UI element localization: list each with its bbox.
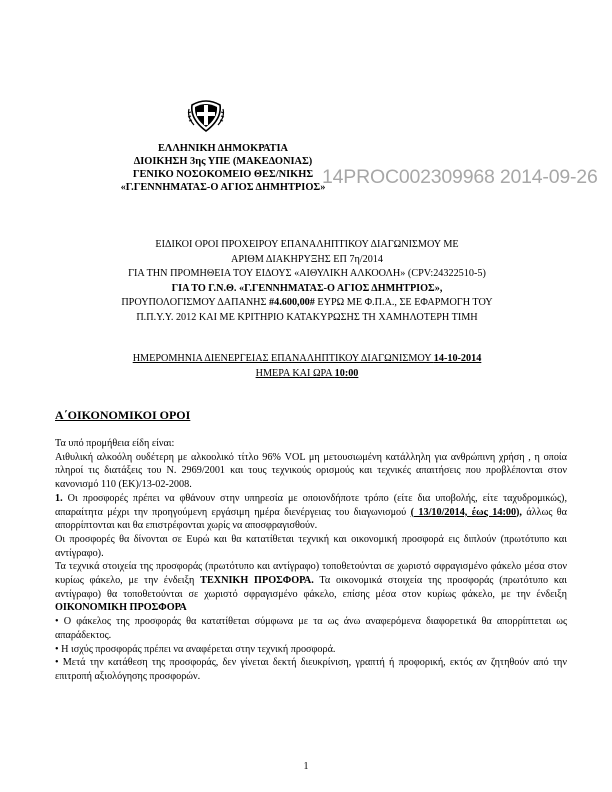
- paragraph-1-text-b: άλλως θα απορρίπτονται και θα επιστρέφονται χωρίς να αποσφραγισθούν.: [55, 506, 567, 532]
- page-number: 1: [303, 761, 309, 772]
- title-line-2: ΑΡΙΘΜ ΔΙΑΚΗΡΥΞΗΣ ΕΠ 7η/2014: [231, 253, 383, 265]
- paragraph-2: Οι προσφορές θα δίνονται σε Ευρώ και θα κατατίθεται τεχνική και οικονομική προσφορά εις διπλούν (πρωτότυπο και αντίγραφο).: [55, 533, 567, 559]
- budget-amount: #4.600,00#: [269, 297, 315, 309]
- header-line-4: «Γ.ΓΕΝΝΗΜΑΤΑΣ-Ο ΑΓΙΟΣ ΔΗΜΗΤΡΙΟΣ»: [120, 182, 326, 193]
- paragraph-1-text-a: Οι προσφορές πρέπει να φθάνουν στην υπηρεσία με οποιονδήποτε τρόπο (είτε δια υποβολής, είτε ταχυδρομικώς), απαραίτητα μέχρι την προηγούμενη εργάσιμη ημέρα διενέργειας του διαγωνισμού: [55, 492, 567, 518]
- deadline-date: ( 13/10/2014, έως 14:00),: [410, 506, 522, 518]
- date-label: ΗΜΕΡΟΜΗΝΙΑ ΔΙΕΝΕΡΓΕΙΑΣ ΕΠΑΝΑΛΗΠΤΙΚΟΥ ΔΙΑΓΩΝΙΣΜΟΥ: [132, 353, 434, 364]
- paragraph-3-text-b: Τα οικονομικά στοιχεία της προσφοράς (πρωτότυπο και αντίγραφο) θα τοποθετούνται σε χωριστό σφραγισμένο φάκελο, επίσης μέσα στον κυρίως φάκελο, με την ένδειξη: [55, 575, 567, 600]
- budget-label: ΠΡΟΥΠΟΛΟΓΙΣΜΟΥ ΔΑΠΑΝΗΣ: [121, 297, 270, 309]
- date-line-1: [52, 352, 562, 367]
- header-line-3: ΓΕΝΙΚΟ ΝΟΣΟΚΟΜΕΙΟ ΘΕΣ/ΝΙΚΗΣ: [132, 169, 314, 180]
- title-line-1: ΕΙΔΙΚΟΙ ΟΡΟΙ ΠΡΟΧΕΙΡΟΥ ΕΠΑΝΑΛΗΠΤΙΚΟΥ ΔΙΑΓΩΝΙΣΜΟΥ ΜΕ: [155, 239, 459, 250]
- header-line-1: ΕΛΛΗΝΙΚΗ ΔΗΜΟΚΡΑΤΙΑ: [157, 143, 288, 154]
- registry-stamp: 14PROC002309968 2014-09-26: [322, 166, 598, 188]
- header-line-2: ΔΙΟΙΚΗΣΗ 3ης ΥΠΕ (ΜΑΚΕΔΟΝΙΑΣ): [133, 156, 313, 167]
- title-line-3: ΓΙΑ ΤΗΝ ΠΡΟΜΗΘΕΙΑ ΤΟΥ ΕΙΔΟΥΣ «ΑΙΘΥΛΙΚΗ ΑΛΚΟΟΛΗ» (CPV:24322510-5): [128, 268, 486, 280]
- bullet-2: • Η ισχύς προσφοράς πρέπει να αναφέρεται στην τεχνική προσφορά.: [55, 643, 336, 655]
- paragraph-1: [55, 492, 567, 533]
- tender-date: 14-10-2014: [433, 353, 482, 364]
- date-line-2: [52, 367, 562, 382]
- paragraph-3: [55, 560, 567, 615]
- tender-time: 10:00: [334, 367, 359, 379]
- body-text: [55, 437, 567, 684]
- title-line-4: ΓΙΑ ΤΟ Γ.Ν.Θ. «Γ.ΓΕΝΝΗΜΑΤΑΣ-Ο ΑΓΙΟΣ ΔΗΜΗΤΡΙΟΣ»,: [171, 282, 443, 294]
- financial-offer-label: ΟΙΚΟΝΟΜΙΚΗ ΠΡΟΣΦΟΡΑ: [55, 602, 187, 614]
- item-description: Αιθυλική αλκοόλη ουδέτερη με αλκοολικό τίτλο 96% VOL μη μετουσιωμένη κατάλληλη για ανθρώπινη χρήση , η οποία πληροί τις διατάξεις του Ν. 2969/2001 και τους τεχνικούς ορισμούς και τεχνικές απαιτήσεις που προβλέπονται στον κανονισμό 110 (ΕΚ)/13-02-2008.: [55, 451, 567, 491]
- tender-title-block: [52, 238, 562, 326]
- paragraph-1-number: 1.: [55, 492, 63, 504]
- paragraph-3-text-a: Τα τεχνικά στοιχεία της προσφοράς (πρωτότυπο και αντίγραφο) τοποθετούνται σε χωριστό σφραγισμένο φάκελο μέσα στον κυρίως φάκελο, με την ένδειξη: [55, 561, 567, 587]
- tender-date-block: [52, 352, 562, 381]
- time-label: ΗΜΕΡΑ ΚΑΙ ΩΡΑ: [255, 367, 335, 379]
- intro-text: Τα υπό προμήθεια είδη είναι:: [55, 438, 175, 449]
- technical-offer-label: ΤΕΧΝΙΚΗ ΠΡΟΣΦΟΡΑ.: [200, 575, 314, 587]
- budget-suffix: ΕΥΡΩ ΜΕ Φ.Π.Α., ΣΕ ΕΦΑΡΜΟΓΗ ΤΟΥ: [314, 297, 493, 309]
- greek-emblem-icon: [186, 95, 226, 135]
- section-title: Α΄ΟΙΚΟΝΟΜΙΚΟΙ ΟΡΟΙ: [55, 408, 191, 422]
- title-line-5: [52, 296, 562, 311]
- title-line-6: Π.Π.Υ.Υ. 2012 ΚΑΙ ΜΕ ΚΡΙΤΗΡΙΟ ΚΑΤΑΚΥΡΩΣΗΣ ΤΗ ΧΑΜΗΛΟΤΕΡΗ ΤΙΜΗ: [136, 311, 478, 323]
- bullet-1: • Ο φάκελος της προσφοράς θα κατατίθεται σύμφωνα με τα ως άνω αναφερόμενα διαφορετικά θα απορρίπτεται ως απαράδεκτος.: [55, 616, 567, 641]
- bullet-3: • Μετά την κατάθεση της προσφοράς, δεν γίνεται δεκτή διευκρίνιση, γραπτή ή προφορική, εκτός αν ζητηθούν από την επιτροπή αξιολόγησης προσφορών.: [55, 657, 567, 682]
